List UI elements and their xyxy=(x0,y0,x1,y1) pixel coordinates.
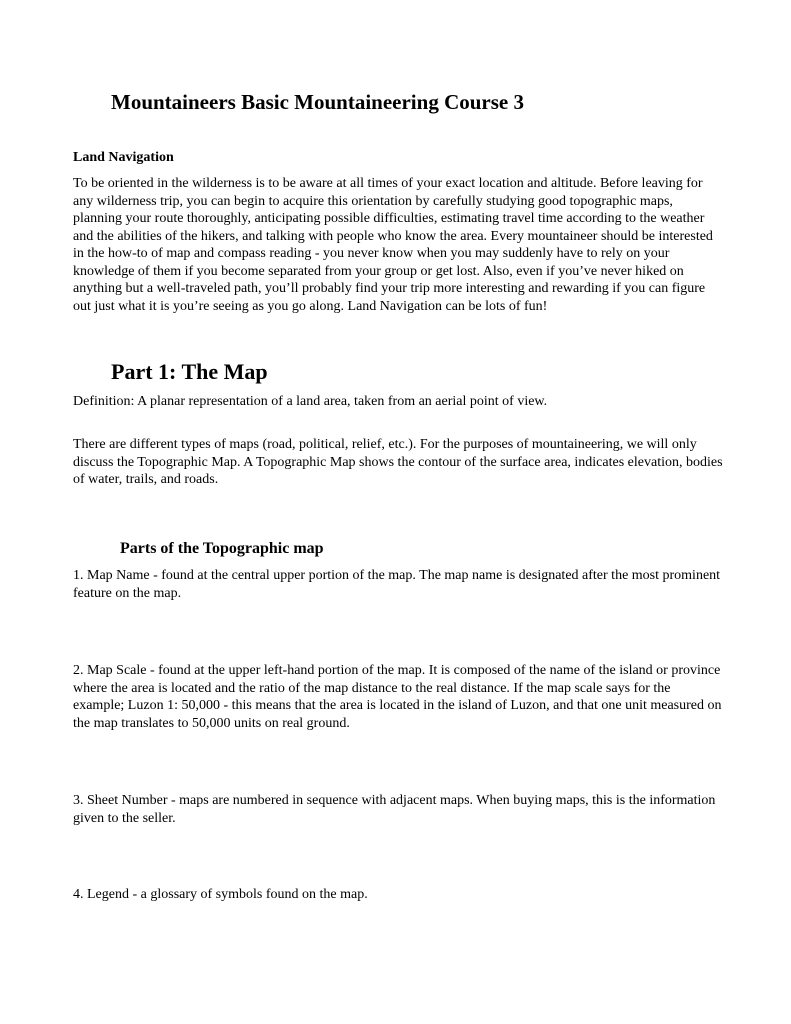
list-item-sheet-number: 3. Sheet Number - maps are numbered in sequence with adjacent maps. When buying maps, this is the information given to the seller. xyxy=(73,793,716,826)
list-item-map-name: 1. Map Name - found at the central upper portion of the map. The map name is designated after the most prominent feature on the map. xyxy=(73,568,721,601)
list-item-map-scale: 2. Map Scale - found at the upper left-hand portion of the map. It is composed of the name of the island or province where the area is located and the ratio of the map distance to the real distance. If the map scale says for the example; Luzon 1: 50,000 - this means that the area is located in the island of Luzon, and that one unit measured on the map translates to 50,000 units on real ground. xyxy=(73,663,722,731)
map-types-paragraph: There are different types of maps (road, political, relief, etc.). For the purposes of mountaineering, we will only discuss the Topographic Map. A Topographic Map shows the contour of the surface area, indicates elevation, bodies of water, trails, and roads. xyxy=(73,437,723,487)
part1-heading: Part 1: The Map xyxy=(111,359,268,384)
document-title: Mountaineers Basic Mountaineering Course 3 xyxy=(111,90,524,114)
land-navigation-paragraph: To be oriented in the wilderness is to be aware at all times of your exact location and altitude. Before leaving for any wilderness trip, you can begin to acquire this orientation by carefully studying good topographic maps, planning your route thoroughly, anticipating possible difficulties, estimating travel time according to the weather and the abilities of the hikers, and talking with people who know the area. Every mountaineer should be interested in the how-to of map and compass reading - you never know when you may suddenly have to rely on your knowledge of them if you become separated from your group or get lost. Also, even if you’ve never hiked on anything but a well-traveled path, you’ll probably find your trip more interesting and rewarding if you can figure out just what it is you’re seeing as you go along. Land Navigation can be lots of fun! xyxy=(73,176,713,314)
map-definition: Definition: A planar representation of a land area, taken from an aerial point of view. xyxy=(73,394,548,409)
list-item-legend: 4. Legend - a glossary of symbols found on the map. xyxy=(73,887,368,902)
parts-of-topographic-map-heading: Parts of the Topographic map xyxy=(120,540,324,557)
land-navigation-heading: Land Navigation xyxy=(73,150,174,165)
